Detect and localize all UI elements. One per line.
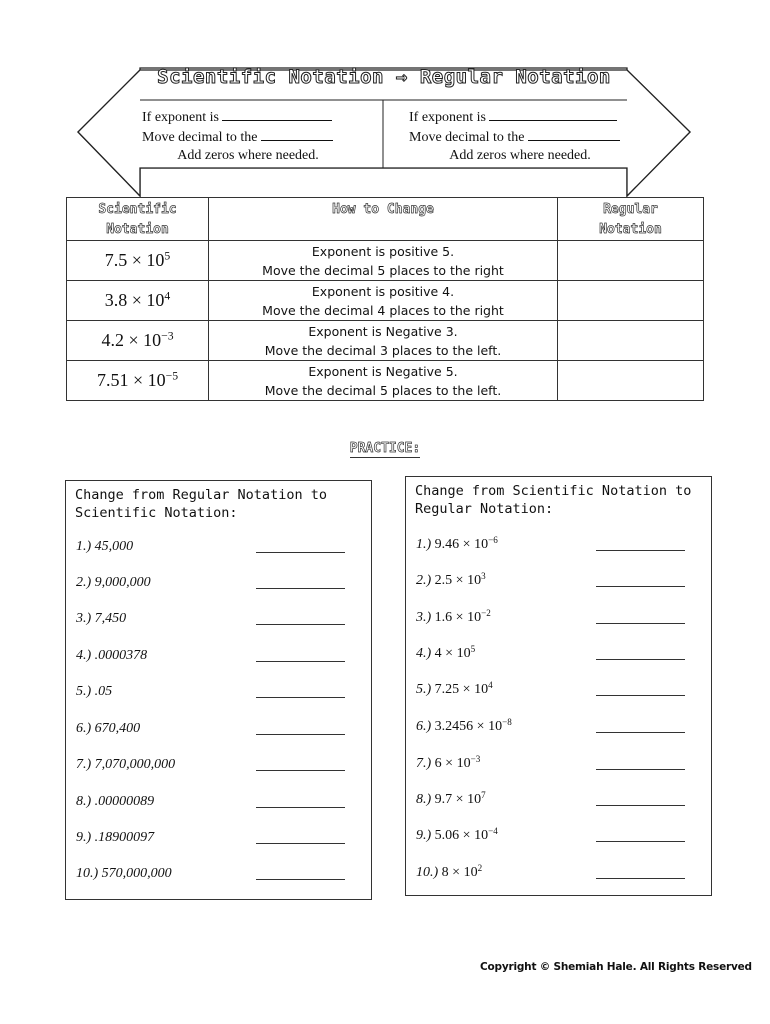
- list-item: 3.) 7,450: [76, 611, 346, 633]
- list-item: 8.) $9.7 \times 10^7$: [416, 792, 686, 814]
- list-item: 4.) .0000378: [76, 648, 346, 670]
- list-item: 5.) $7.25 \times 10^4$: [416, 682, 686, 704]
- answer-blank[interactable]: [596, 805, 685, 806]
- exponent-blank[interactable]: [222, 108, 332, 121]
- practice-heading: Change from Regular Notation to Scientific Notation:: [75, 487, 327, 521]
- list-item: 1.) 45,000: [76, 539, 346, 561]
- list-item: 6.) $3.2456 \times 10^{-8}$: [416, 719, 686, 741]
- answer-blank[interactable]: [256, 879, 345, 880]
- how-to-change: Exponent is Negative 5. Move the decimal 5 places to the left.: [209, 361, 558, 401]
- table-row: [67, 361, 704, 401]
- list-item: 6.) 670,400: [76, 721, 346, 743]
- answer-blank[interactable]: [256, 552, 345, 553]
- answer-blank[interactable]: [256, 661, 345, 662]
- answer-blank[interactable]: [256, 697, 345, 698]
- how-to-change: Exponent is Negative 3. Move the decimal 3 places to the left.: [209, 321, 558, 361]
- list-item: 5.) .05: [76, 684, 346, 706]
- list-item: 2.) 9,000,000: [76, 575, 346, 597]
- answer-blank[interactable]: [256, 624, 345, 625]
- answer-blank[interactable]: [256, 734, 345, 735]
- answer-blank[interactable]: [596, 550, 685, 551]
- answer-blank[interactable]: [596, 732, 685, 733]
- copyright-notice: Copyright © Shemiah Hale. All Rights Reserved: [480, 961, 752, 973]
- regular-answer-cell[interactable]: [558, 361, 704, 401]
- table-row: [67, 281, 704, 321]
- practice-heading: Change from Scientific Notation to Regular Notation:: [415, 483, 692, 517]
- list-item: 7.) $6 \times 10^{-3}$: [416, 756, 686, 778]
- answer-blank[interactable]: [596, 623, 685, 624]
- answer-blank[interactable]: [256, 807, 345, 808]
- left-rule-box: [142, 108, 372, 166]
- list-item: 10.) $8 \times 10^2$: [416, 865, 686, 887]
- rule-zeros-label: Add zeros where needed.: [449, 148, 591, 163]
- banner-title: Scientific Notation → Regular Notation: [157, 66, 611, 88]
- answer-blank[interactable]: [596, 841, 685, 842]
- how-to-change: Exponent is positive 4. Move the decimal 4 places to the right: [209, 281, 558, 321]
- direction-blank[interactable]: [528, 128, 620, 141]
- regular-answer-cell[interactable]: [558, 321, 704, 361]
- list-item: 9.) .18900097: [76, 830, 346, 852]
- list-item: 10.) 570,000,000: [76, 866, 346, 888]
- list-item: 3.) $1.6 \times 10^{-2}$: [416, 610, 686, 632]
- scientific-value: $3.8 \times 10^4$: [67, 281, 209, 321]
- scientific-value: $4.2 \times 10^{-3}$: [67, 321, 209, 361]
- practice-box-regular-to-scientific: [65, 480, 372, 900]
- scientific-value: $7.5 \times 10^5$: [67, 241, 209, 281]
- list-item: 4.) $4 \times 10^5$: [416, 646, 686, 668]
- practice-title: PRACTICE:: [349, 441, 421, 456]
- header-how-to-change: How to Change: [209, 198, 558, 241]
- answer-blank[interactable]: [596, 769, 685, 770]
- rule-exponent-label: If exponent is: [142, 110, 219, 125]
- answer-blank[interactable]: [596, 586, 685, 587]
- rule-move-label: Move decimal to the: [409, 129, 525, 145]
- how-to-change: Exponent is positive 5. Move the decimal 5 places to the right: [209, 241, 558, 281]
- table-row: [67, 241, 704, 281]
- list-item: 7.) 7,070,000,000: [76, 757, 346, 779]
- rule-exponent-label: If exponent is: [409, 110, 486, 125]
- practice-box-scientific-to-regular: [405, 476, 712, 896]
- answer-blank[interactable]: [596, 695, 685, 696]
- regular-answer-cell[interactable]: [558, 281, 704, 321]
- table-row: [67, 321, 704, 361]
- regular-answer-cell[interactable]: [558, 241, 704, 281]
- conversion-table: [66, 197, 704, 401]
- header-regular: Regular Notation: [558, 198, 704, 241]
- rule-move-label: Move decimal to the: [142, 129, 258, 145]
- scientific-value: $7.51 \times 10^{-5}$: [67, 361, 209, 401]
- right-rule-box: [409, 108, 639, 166]
- list-item: 2.) $2.5 \times 10^3$: [416, 573, 686, 595]
- answer-blank[interactable]: [596, 878, 685, 879]
- exponent-blank[interactable]: [489, 108, 617, 121]
- answer-blank[interactable]: [596, 659, 685, 660]
- list-item: 1.) $9.46 \times 10^{-6}$: [416, 537, 686, 559]
- list-item: 8.) .00000089: [76, 794, 346, 816]
- direction-blank[interactable]: [261, 128, 333, 141]
- answer-blank[interactable]: [256, 588, 345, 589]
- header-scientific: Scientific Notation: [67, 198, 209, 241]
- answer-blank[interactable]: [256, 843, 345, 844]
- double-arrow-banner: [0, 0, 770, 200]
- list-item: 9.) $5.06 \times 10^{-4}$: [416, 828, 686, 850]
- answer-blank[interactable]: [256, 770, 345, 771]
- rule-zeros-label: Add zeros where needed.: [177, 148, 319, 163]
